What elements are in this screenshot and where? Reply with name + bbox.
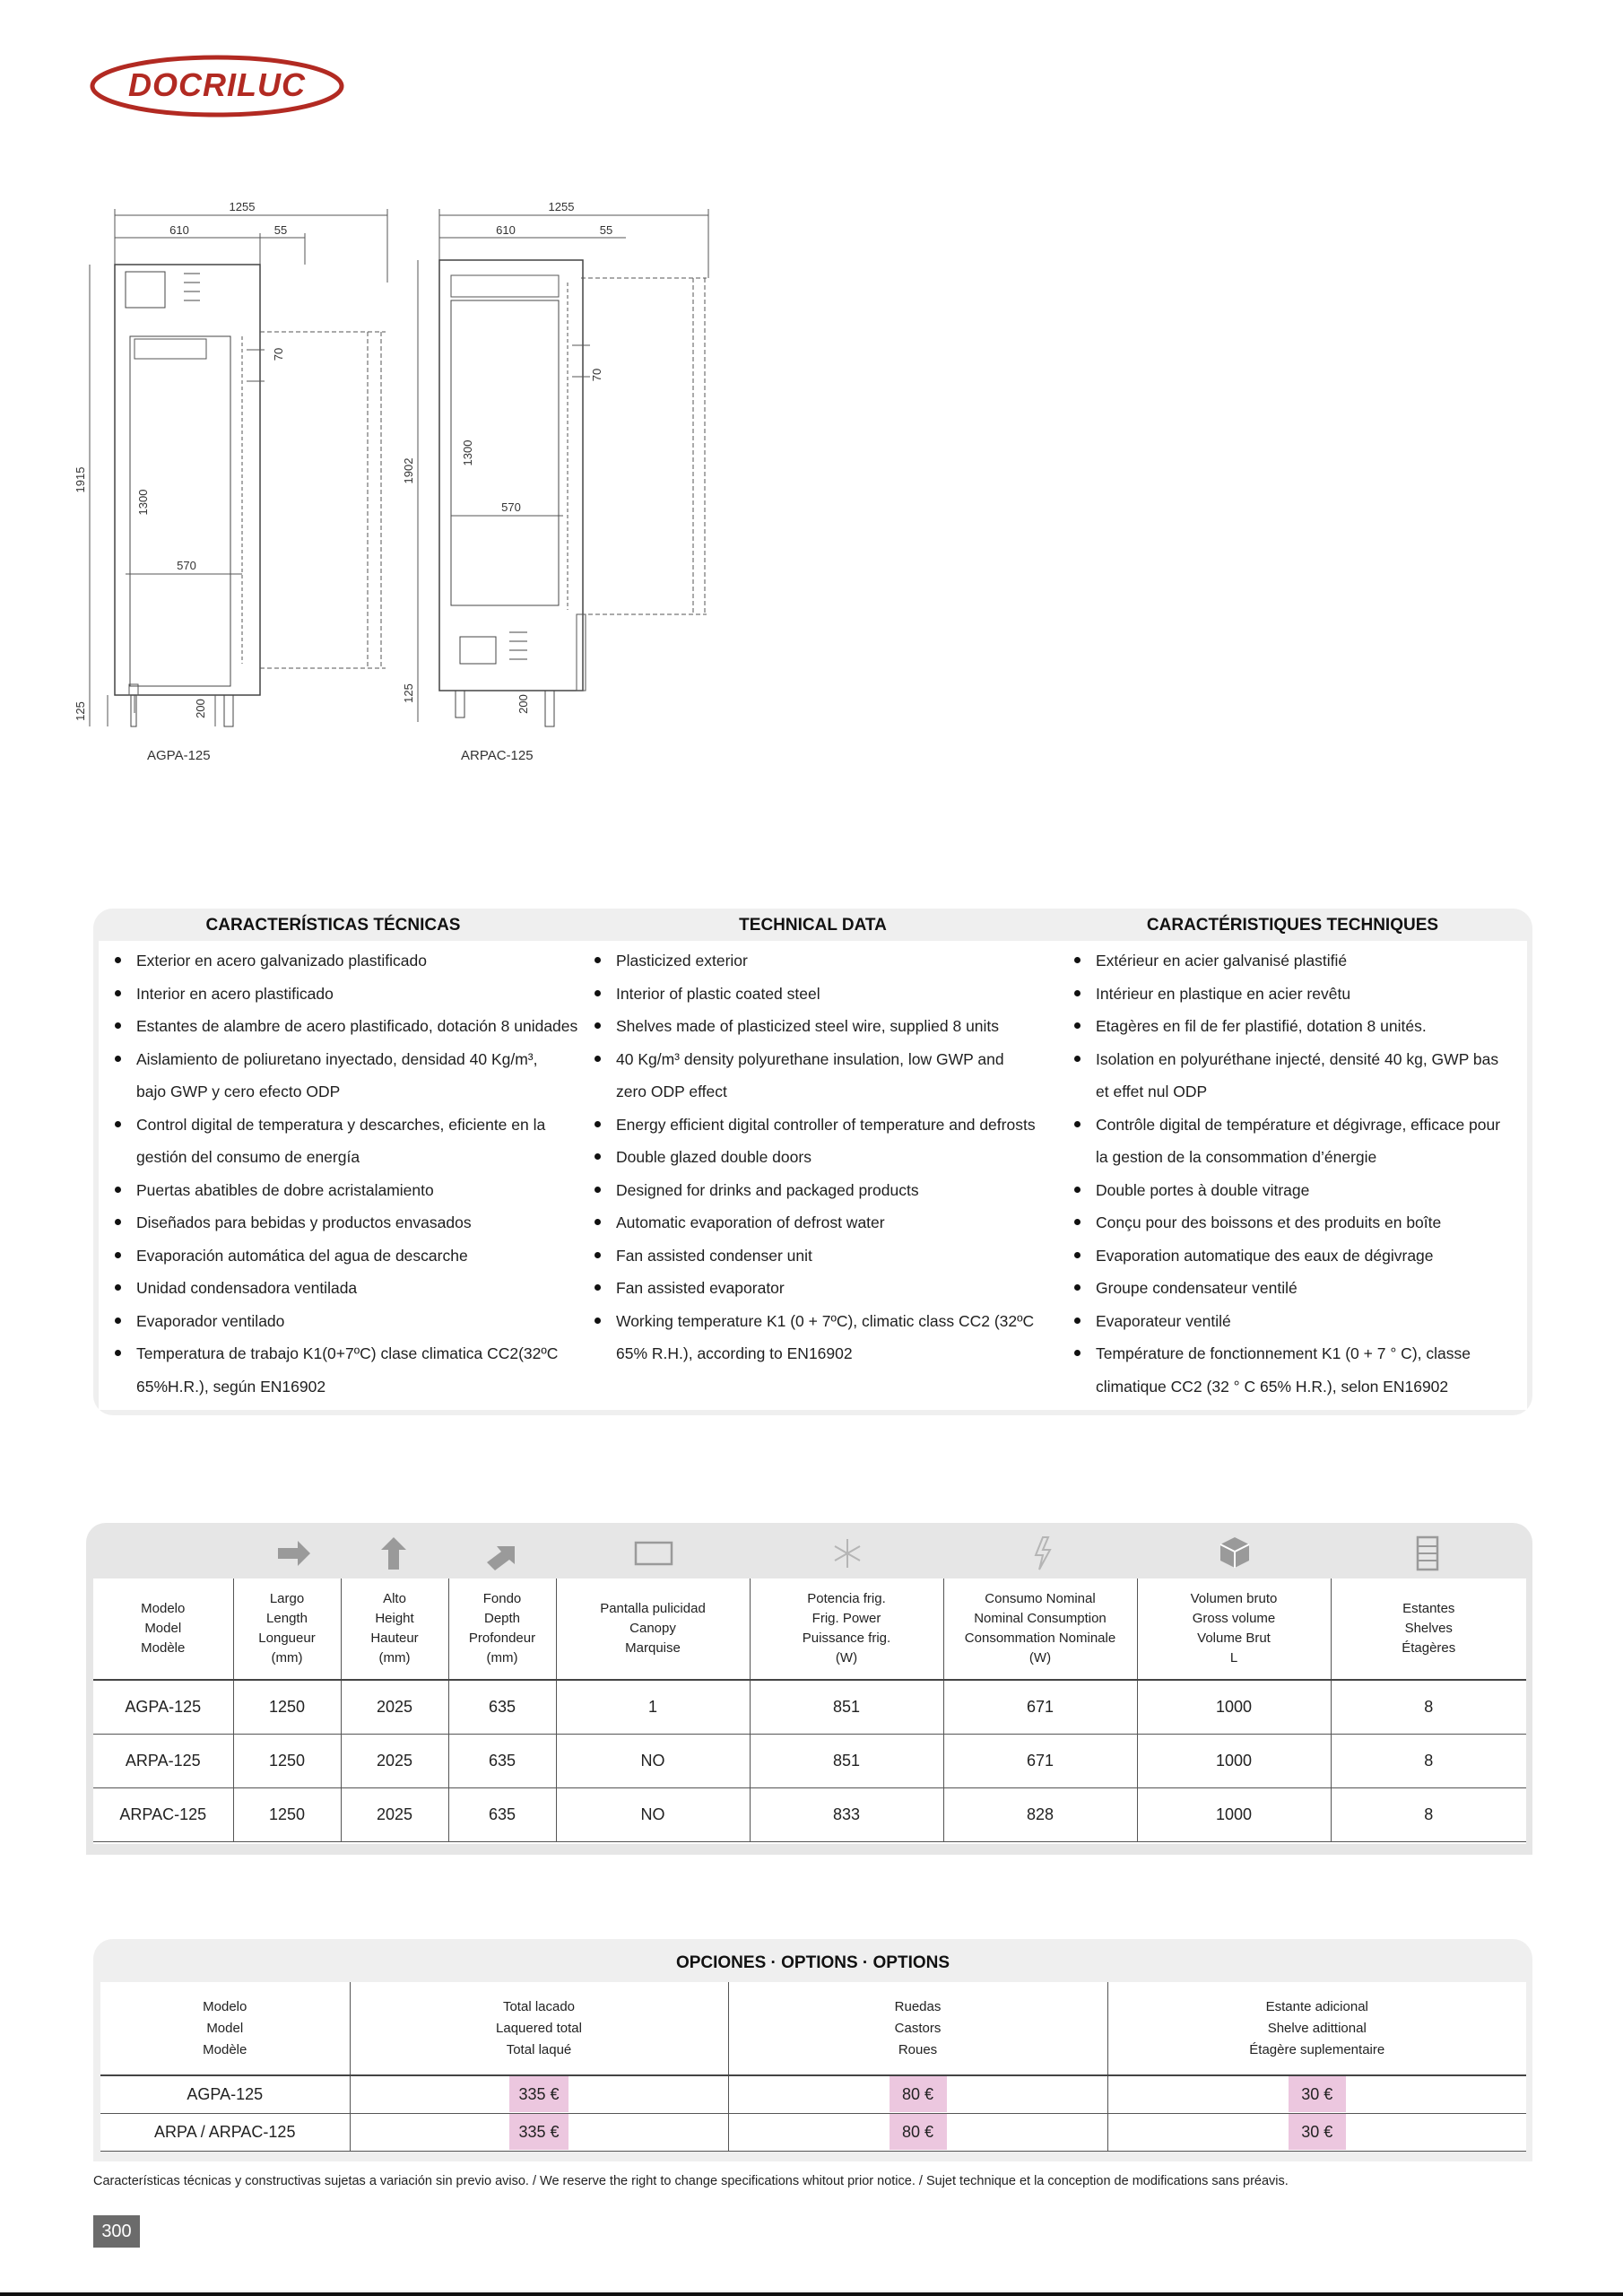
technical-drawing-arpac: [402, 193, 725, 731]
data-table-wrap: [93, 1578, 1526, 1844]
spec-item-es-10: Temperatura de trabajo K1(0+7ºC) clase climatica CC2(32ºC 65%H.R.), según EN16902: [113, 1337, 579, 1403]
spec-item-en-10: Working temperature K1 (0 + 7ºC), climatic class CC2 (32ºC 65% R.H.), according to EN16902: [593, 1305, 1059, 1370]
options-row: [100, 2075, 1526, 2113]
spec-item-en-4: Energy efficient digital controller of temperature and defrosts: [593, 1109, 1059, 1142]
model-caption-1: AGPA-125: [147, 748, 211, 763]
spec-item-es-5: Puertas abatibles de dobre acristalamiento: [113, 1174, 579, 1207]
spec-title-es: CARACTERÍSTICAS TÉCNICAS: [205, 916, 461, 935]
dim-height: 1902: [402, 457, 415, 484]
options-row: [100, 2113, 1526, 2151]
table-cell: NO: [556, 1734, 750, 1787]
page-number: 300: [93, 2215, 140, 2248]
options-table: [100, 1982, 1526, 2152]
drawing-svg-1: [72, 193, 395, 731]
price-badge: 335 €: [509, 2076, 568, 2112]
column-header: Ruedas Castors Roues: [728, 1982, 1107, 2075]
dim-right: 55: [273, 223, 288, 237]
spec-list-es: [113, 944, 579, 1403]
table-cell: 1000: [1137, 1680, 1331, 1734]
table-cell: 8: [1331, 1734, 1526, 1787]
table-cell: 1000: [1137, 1734, 1331, 1787]
spec-item-es-0: Exterior en acero galvanizado plastificado: [113, 944, 579, 978]
table-cell: 833: [750, 1787, 943, 1841]
spec-item-fr-4: Contrôle digital de température et dégivrage, efficace pour la gestion de la consommation d’énergie: [1072, 1109, 1530, 1174]
options-title: OPCIONES · OPTIONS · OPTIONS: [675, 1953, 950, 1972]
dim-inner: 1300: [136, 489, 150, 516]
table-cell: 1250: [233, 1787, 341, 1841]
column-header: Largo Length Longueur (mm): [233, 1578, 341, 1680]
spec-item-en-2: Shelves made of plasticized steel wire, supplied 8 units: [593, 1010, 1059, 1043]
table-cell: 2025: [341, 1787, 448, 1841]
price-badge: 335 €: [509, 2114, 568, 2150]
table-cell: 851: [750, 1734, 943, 1787]
model-data-panel: [86, 1523, 1532, 1855]
table-cell: 2025: [341, 1734, 448, 1787]
table-cell: 1: [556, 1680, 750, 1734]
table-cell: 1250: [233, 1734, 341, 1787]
arrow-right-icon: [274, 1535, 314, 1571]
spec-item-es-3: Aislamiento de poliuretano inyectado, densidad 40 Kg/m³, bajo GWP y cero efecto ODP: [113, 1043, 579, 1109]
dim-inner-w: 570: [177, 559, 196, 572]
column-header: Modelo Model Modèle: [93, 1578, 233, 1680]
arrow-diagonal-icon: [482, 1535, 521, 1571]
table-cell: AGPA-125: [93, 1680, 233, 1734]
spec-item-en-3: 40 Kg/m³ density polyurethane insulation, low GWP and zero ODP effect: [593, 1043, 1059, 1109]
spec-item-en-7: Automatic evaporation of defrost water: [593, 1206, 1059, 1239]
price-badge: 30 €: [1289, 2114, 1346, 2150]
specs-body: [99, 941, 1527, 1410]
technical-drawing-agpa: [72, 193, 395, 731]
spec-item-fr-5: Double portes à double vitrage: [1072, 1174, 1530, 1207]
option-model: AGPA-125: [100, 2075, 350, 2113]
spec-item-fr-3: Isolation en polyuréthane injecté, densité 40 kg, GWP bas et effet nul ODP: [1072, 1043, 1530, 1109]
spec-item-es-6: Diseñados para bebidas y productos envasados: [113, 1206, 579, 1239]
spec-item-es-1: Interior en acero plastificado: [113, 978, 579, 1011]
spec-item-es-2: Estantes de alambre de acero plastificado, dotación 8 unidades: [113, 1010, 579, 1043]
model-data-table: [93, 1578, 1526, 1842]
spec-item-es-7: Evaporación automática del agua de descarche: [113, 1239, 579, 1273]
column-header: Fondo Depth Profondeur (mm): [448, 1578, 556, 1680]
option-model: ARPA / ARPAC-125: [100, 2113, 350, 2151]
spec-item-es-8: Unidad condensadora ventilada: [113, 1272, 579, 1305]
spec-item-en-6: Designed for drinks and packaged products: [593, 1174, 1059, 1207]
price-badge: 80 €: [890, 2076, 947, 2112]
spec-item-es-4: Control digital de temperatura y descarches, eficiente en la gestión del consumo de energía: [113, 1109, 579, 1174]
dim-foot: 200: [194, 699, 207, 718]
price-badge: 80 €: [890, 2114, 947, 2150]
spec-item-en-9: Fan assisted evaporator: [593, 1272, 1059, 1305]
table-cell: ARPA-125: [93, 1734, 233, 1787]
column-header: Consumo Nominal Nominal Consumption Consommation Nominale (W): [943, 1578, 1137, 1680]
table-cell: NO: [556, 1787, 750, 1841]
dim-inner-w: 570: [501, 500, 521, 514]
data-table-header: [93, 1578, 1526, 1680]
dim-right: 55: [599, 223, 613, 237]
cube-icon: [1215, 1535, 1254, 1571]
table-cell: 2025: [341, 1680, 448, 1734]
table-cell: ARPAC-125: [93, 1787, 233, 1841]
spec-item-fr-7: Evaporation automatique des eaux de dégivrage: [1072, 1239, 1530, 1273]
column-header: Estante adicional Shelve adittional Étagère suplementaire: [1107, 1982, 1526, 2075]
table-row: [93, 1734, 1526, 1787]
option-price-cell: [350, 2075, 728, 2113]
technical-specs-panel: [93, 909, 1532, 1415]
table-cell: 635: [448, 1680, 556, 1734]
table-cell: 635: [448, 1734, 556, 1787]
dim-height: 1915: [74, 466, 87, 493]
table-cell: 1250: [233, 1680, 341, 1734]
table-row: [93, 1787, 1526, 1841]
spec-item-es-9: Evaporador ventilado: [113, 1305, 579, 1338]
column-header: Total lacado Laquered total Total laqué: [350, 1982, 728, 2075]
option-price-cell: [1107, 2075, 1526, 2113]
column-header: Alto Height Hauteur (mm): [341, 1578, 448, 1680]
dim-left: 610: [496, 223, 516, 237]
svg-text:DOCRILUC: DOCRILUC: [128, 66, 306, 103]
table-cell: 8: [1331, 1787, 1526, 1841]
bottom-rule: [0, 2292, 1623, 2296]
spec-item-fr-1: Intérieur en plastique en acier revêtu: [1072, 978, 1530, 1011]
table-cell: 635: [448, 1787, 556, 1841]
docriluc-logo: [90, 54, 344, 118]
model-caption-2: ARPAC-125: [461, 748, 534, 763]
spec-item-fr-9: Evaporateur ventilé: [1072, 1305, 1530, 1338]
dim-leg: 125: [74, 701, 87, 721]
table-cell: 671: [943, 1734, 1137, 1787]
spec-item-en-0: Plasticized exterior: [593, 944, 1059, 978]
column-header: Volumen bruto Gross volume Volume Brut L: [1137, 1578, 1331, 1680]
table-cell: 671: [943, 1680, 1137, 1734]
snowflake-icon: [828, 1535, 867, 1571]
options-table-wrap: [100, 1982, 1526, 2152]
dim-inner: 1300: [461, 439, 474, 466]
spec-item-en-8: Fan assisted condenser unit: [593, 1239, 1059, 1273]
spec-title-fr: CARACTÉRISTIQUES TECHNIQUES: [1146, 916, 1439, 935]
column-header: Potencia frig. Frig. Power Puissance frig. (W): [750, 1578, 943, 1680]
table-cell: 851: [750, 1680, 943, 1734]
spec-item-fr-8: Groupe condensateur ventilé: [1072, 1272, 1530, 1305]
dim-width: 1255: [229, 200, 256, 213]
drawing-svg-2: [402, 193, 725, 731]
dim-shelf: 70: [590, 368, 603, 382]
shelves-icon: [1409, 1535, 1448, 1571]
dim-leg: 125: [402, 683, 415, 703]
spec-list-fr: [1072, 944, 1530, 1403]
dim-left: 610: [169, 223, 189, 237]
lightning-icon: [1021, 1535, 1061, 1571]
table-cell: 1000: [1137, 1787, 1331, 1841]
canopy-icon: [634, 1535, 673, 1571]
spec-item-fr-0: Extérieur en acier galvanisé plastifié: [1072, 944, 1530, 978]
table-cell: 8: [1331, 1680, 1526, 1734]
option-price-cell: [728, 2075, 1107, 2113]
option-price-cell: [1107, 2113, 1526, 2151]
spec-item-en-5: Double glazed double doors: [593, 1141, 1059, 1174]
spec-item-fr-10: Température de fonctionnement K1 (0 + 7 ° C), classe climatique CC2 (32 ° C 65% H.R.), selon EN16902: [1072, 1337, 1530, 1403]
column-header: Modelo Model Modèle: [100, 1982, 350, 2075]
dim-shelf: 70: [272, 347, 285, 361]
disclaimer-text: Características técnicas y constructivas sujetas a variación sin previo aviso. / We reserve the right to change specifications whitout prior notice. / Sujet technique et la conception de modifications sans préavis.: [93, 2174, 1289, 2188]
dim-width: 1255: [548, 200, 575, 213]
options-panel: [93, 1939, 1532, 2161]
table-cell: 828: [943, 1787, 1137, 1841]
dim-foot: 200: [516, 694, 530, 714]
spec-title-en: TECHNICAL DATA: [739, 916, 887, 935]
table-row: [93, 1680, 1526, 1734]
option-price-cell: [350, 2113, 728, 2151]
option-price-cell: [728, 2113, 1107, 2151]
column-header: Estantes Shelves Étagères: [1331, 1578, 1526, 1680]
spec-item-fr-6: Conçu pour des boissons et des produits en boîte: [1072, 1206, 1530, 1239]
spec-item-en-1: Interior of plastic coated steel: [593, 978, 1059, 1011]
arrow-up-icon: [374, 1535, 413, 1571]
options-header: [100, 1982, 1526, 2075]
column-header: Pantalla pulicidad Canopy Marquise: [556, 1578, 750, 1680]
price-badge: 30 €: [1289, 2076, 1346, 2112]
spec-item-fr-2: Etagères en fil de fer plastifié, dotation 8 unités.: [1072, 1010, 1530, 1043]
spec-list-en: [593, 944, 1059, 1370]
